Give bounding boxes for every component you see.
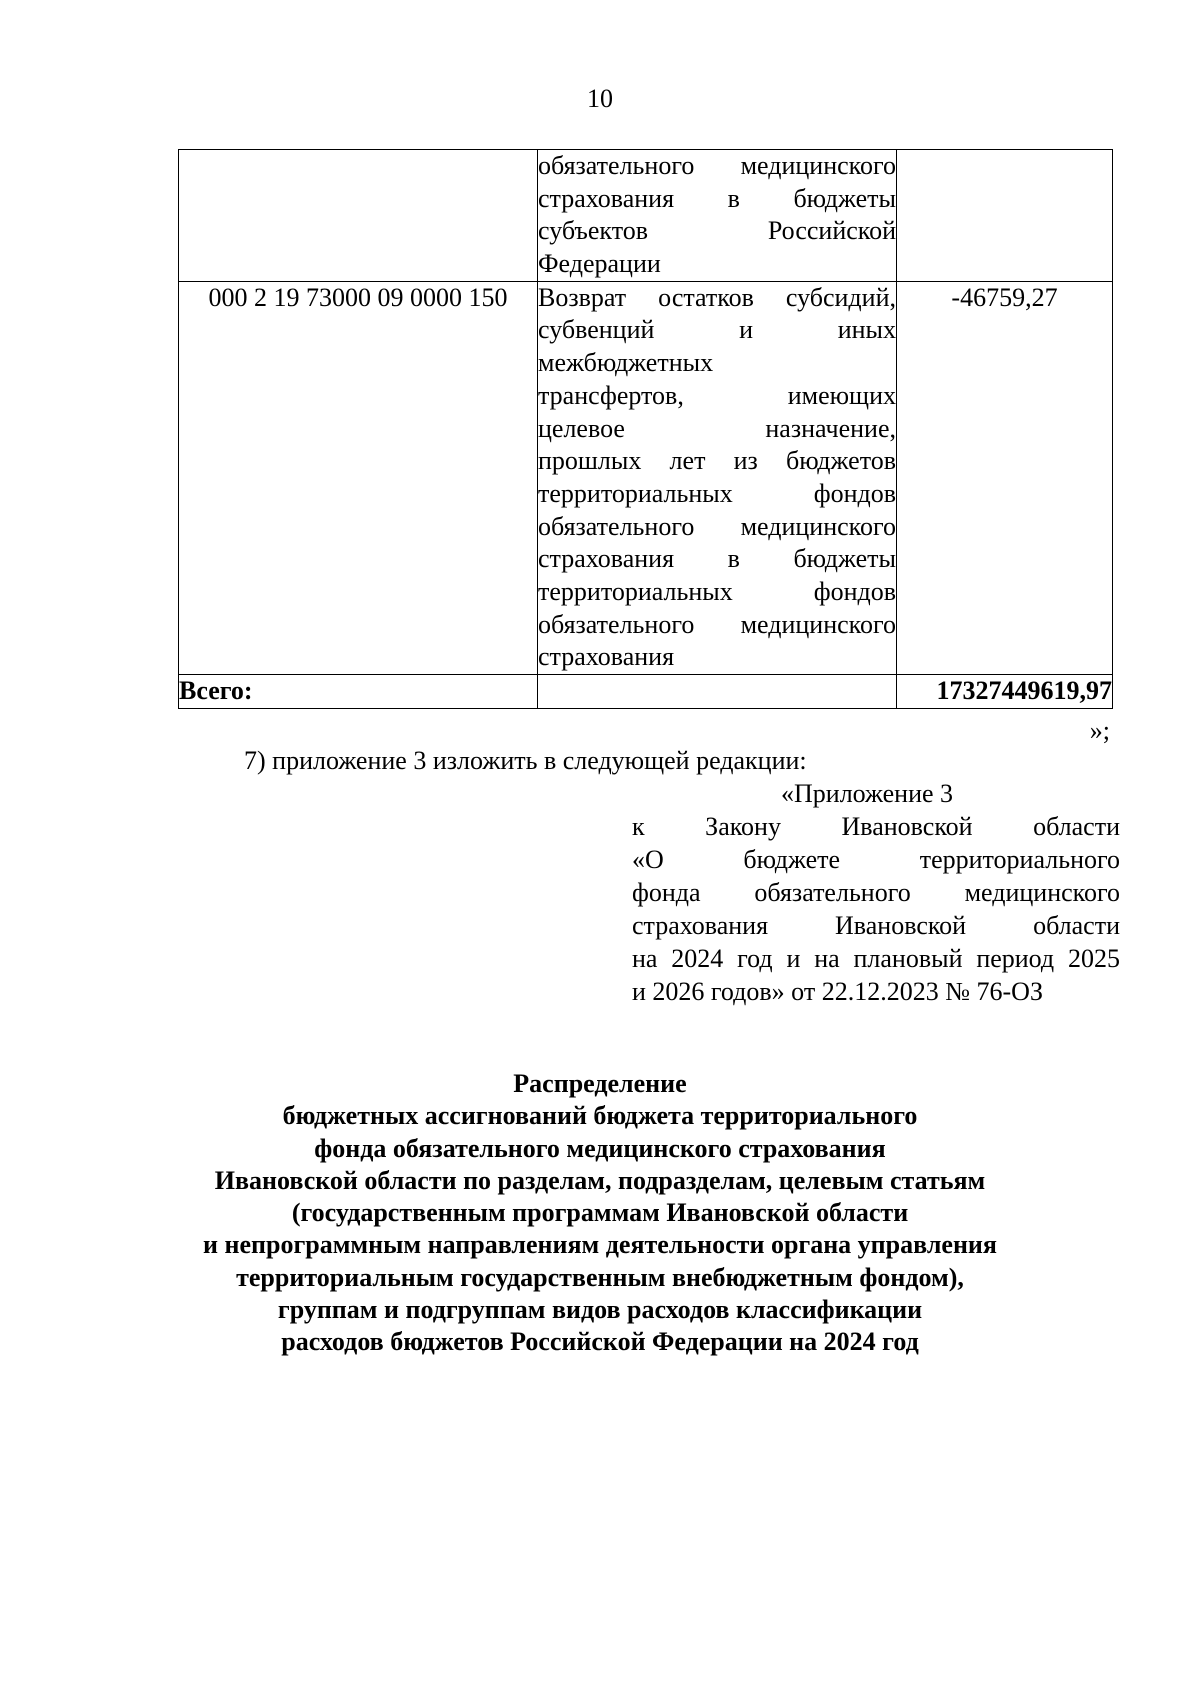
cell-name-line: межбюджетных: [538, 348, 714, 378]
cell-name-line: страхования: [538, 642, 675, 672]
cell-sum: -46759,27: [897, 281, 1113, 674]
cell-name-line: субвенций и иных: [538, 315, 896, 345]
cell-name-line: обязательного медицинского: [538, 151, 896, 180]
cell-name-line: трансфертов, имеющих: [538, 380, 896, 410]
total-empty-cell: [538, 675, 897, 709]
cell-name-line: территориальных фондов: [538, 478, 896, 508]
heading-line: Ивановской области по разделам, подразделам, целевым статьям: [214, 1165, 986, 1195]
cell-name-line: обязательного медицинского: [538, 511, 896, 541]
appendix-line: фонда обязательного медицинского: [632, 878, 1120, 907]
cell-name-line: страхования в бюджеты: [538, 544, 896, 574]
cell-sum: [897, 150, 1113, 282]
table-row-total: [179, 675, 1113, 709]
appendix-title: «Приложение 3: [781, 779, 954, 808]
document-heading: [150, 1068, 1050, 1359]
table-row: [179, 281, 1113, 674]
cell-name-line: обязательного медицинского: [538, 609, 896, 639]
cell-code: 000 2 19 73000 09 0000 150: [179, 281, 538, 674]
cell-name-line: Федерации: [538, 249, 661, 279]
heading-line: территориальным государственным внебюджетным фондом),: [236, 1262, 964, 1292]
appendix-reference: [632, 810, 1120, 1008]
appendix-line: на 2024 год и на плановый период 2025: [632, 944, 1120, 973]
total-label: Всего:: [179, 675, 538, 709]
appendix-line: страхования Ивановской области: [632, 911, 1120, 940]
cell-name-line: прошлых лет из бюджетов: [538, 446, 896, 476]
cell-name-line: территориальных фондов: [538, 576, 896, 606]
cell-name-line: целевое назначение,: [538, 413, 896, 443]
cell-code: [179, 150, 538, 282]
heading-line: бюджетных ассигнований бюджета территориального: [282, 1101, 918, 1131]
total-sum: 17327449619,97: [897, 675, 1113, 709]
appendix-line: к Закону Ивановской области: [632, 812, 1120, 841]
heading-line: (государственным программам Ивановской области: [291, 1198, 909, 1228]
page-number: 10: [587, 84, 613, 113]
closing-quote: »;: [1089, 716, 1110, 745]
cell-name-line: субъектов Российской: [538, 216, 896, 246]
appendix-line: и 2026 годов» от 22.12.2023 № 76-ОЗ: [632, 977, 1043, 1006]
heading-line: группам и подгруппам видов расходов классификации: [277, 1295, 923, 1325]
cell-name-line: Возврат остатков субсидий,: [538, 282, 896, 312]
cell-name: [538, 281, 897, 674]
cell-name-line: страхования в бюджеты: [538, 183, 896, 213]
budget-table: [178, 149, 1113, 709]
heading-line: расходов бюджетов Российской Федерации на 2024 год: [281, 1327, 919, 1357]
appendix-line: «О бюджете территориального: [632, 845, 1120, 874]
heading-line: Распределение: [513, 1069, 687, 1098]
cell-name: [538, 150, 897, 282]
heading-line: и непрограммным направлениям деятельности органа управления: [203, 1230, 997, 1260]
heading-line: фонда обязательного медицинского страхования: [314, 1133, 886, 1163]
table-row-continuation: [179, 150, 1113, 282]
amendment-text: 7) приложение 3 изложить в следующей редакции:: [244, 746, 807, 775]
